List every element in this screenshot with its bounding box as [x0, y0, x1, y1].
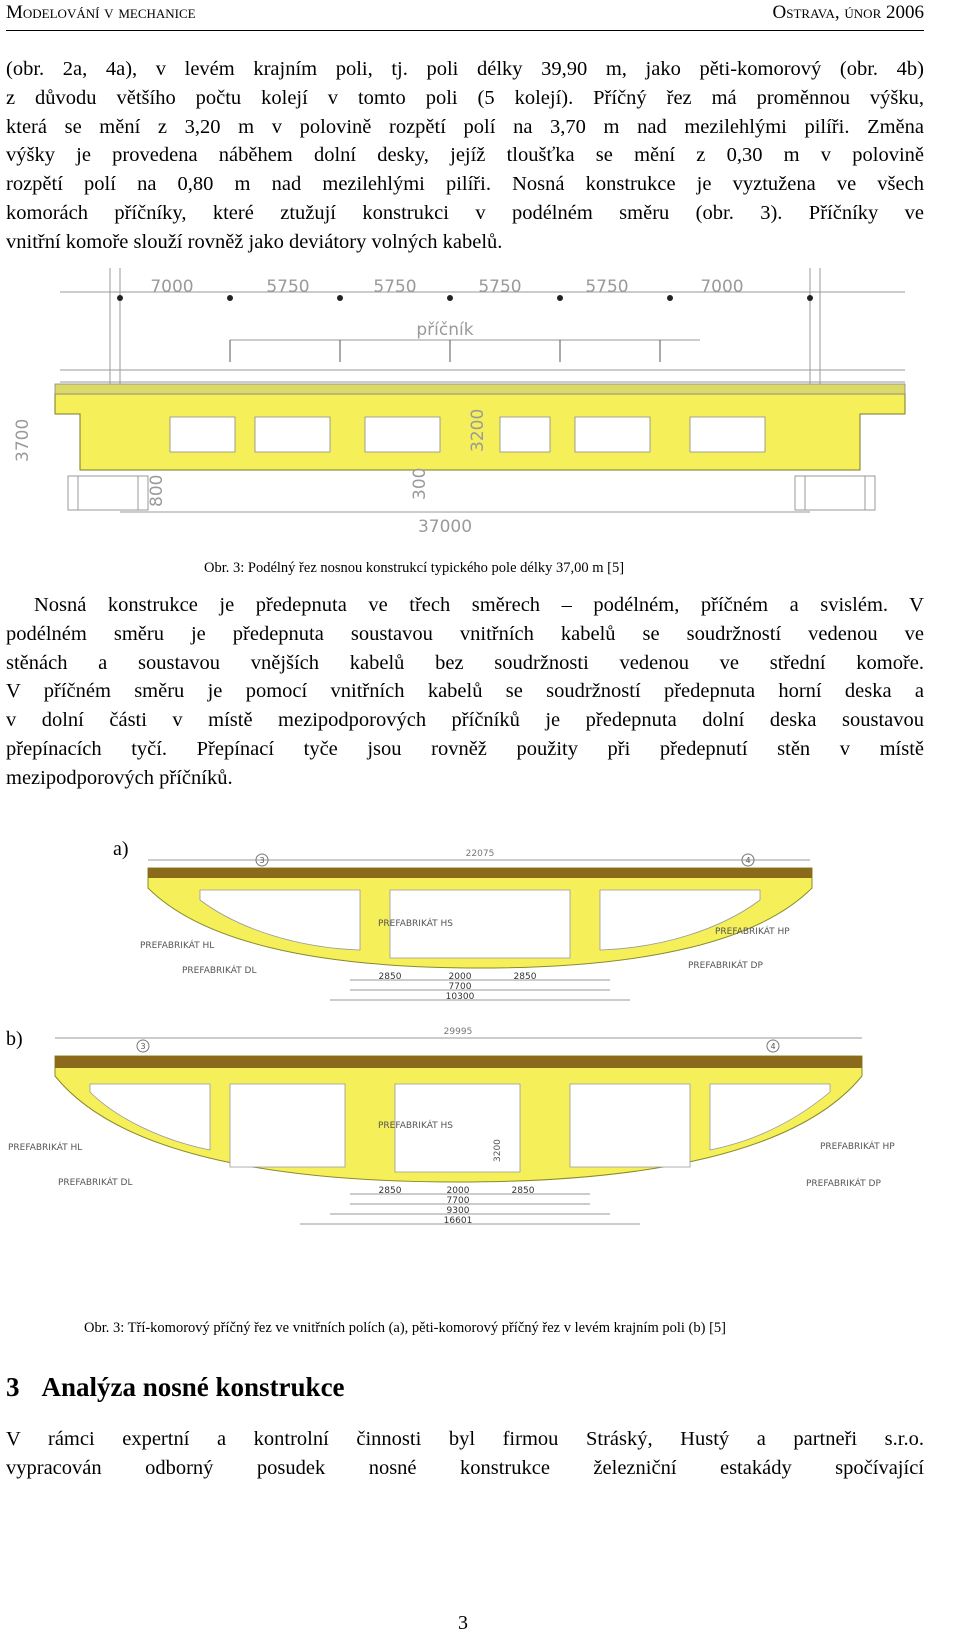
prefab-hs-b: PREFABRIKÁT HS [378, 1121, 453, 1131]
paragraph-2 [6, 591, 924, 793]
track-4-b: 4 [770, 1042, 776, 1051]
prefab-hp-b: PREFABRIKÁT HP [820, 1142, 895, 1152]
text-line: vypracován odborný posudek nosné konstrukce železniční estakády spočívající [6, 1456, 924, 1479]
dim-10300-a: 10300 [445, 992, 475, 1002]
text-line: komorách příčníky, které ztužují konstrukci v podélném směru (obr. 3). Příčníky ve [6, 201, 924, 224]
dim-span-2: 5750 [266, 277, 310, 297]
figure-label-a: a) [113, 838, 129, 860]
figure-caption-1: Obr. 3: Podélný řez nosnou konstrukcí typického pole délky 37,00 m [5] [204, 560, 625, 576]
prefab-hp-a: PREFABRIKÁT HP [715, 927, 790, 937]
dim-2000-a: 2000 [448, 972, 472, 982]
dim-300: 300 [410, 467, 430, 500]
dim-span-1: 7000 [150, 277, 194, 297]
track-3-a: 3 [259, 856, 265, 865]
dim-total: 37000 [417, 517, 473, 537]
dim-2000-b: 2000 [446, 1186, 470, 1196]
dim-span-6: 7000 [700, 277, 744, 297]
header-conference: Modelování v mechanice [6, 2, 196, 23]
prefab-hl-b: PREFABRIKÁT HL [8, 1143, 83, 1153]
label-pricnik: příčník [416, 320, 474, 340]
figure-caption-2: Obr. 3: Tří-komorový příčný řez ve vnitřních polích (a), pěti-komorový příčný řez v levém krajním poli (b) [5] [84, 1320, 726, 1336]
dim-span-3: 5750 [373, 277, 417, 297]
paragraph-1 [6, 55, 924, 257]
track-4-a: 4 [745, 856, 751, 865]
longitudinal-section-drawing [0, 262, 960, 562]
track-3-b: 3 [140, 1042, 146, 1051]
dim-span-4: 5750 [478, 277, 522, 297]
text-line: z důvodu většího počtu kolejí v tomto poli (5 kolejí). Příčný řez má proměnnou výšku, [6, 86, 924, 109]
dim-2850-left-a: 2850 [378, 972, 402, 982]
text-line: přepínacích tyčí. Přepínací tyče jsou rovněž použity při předepnutí stěn v místě [6, 737, 924, 760]
dim-7700-b: 7700 [446, 1196, 470, 1206]
dim-16601-b: 16601 [443, 1216, 473, 1226]
paragraph-3 [6, 1425, 924, 1483]
text-line: (obr. 2a, 4a), v levém krajním poli, tj. poli délky 39,90 m, jako pěti-komorový (obr. 4b) [6, 58, 924, 80]
text-line: mezipodporových příčníků. [6, 766, 233, 789]
text-line: rozpětí polí na 0,80 m nad mezilehlými pilíři. Nosná konstrukce je vyztužena ve všech [6, 173, 924, 196]
dim-7700-a: 7700 [448, 982, 472, 992]
dim-2850-right-a: 2850 [513, 972, 537, 982]
prefab-hs-a: PREFABRIKÁT HS [378, 919, 453, 929]
header-place-date: Ostrava, únor 2006 [772, 2, 924, 23]
text-line: Nosná konstrukce je předepnuta ve třech směrech – podélném, příčném a svislém. V [34, 594, 924, 616]
dim-height-b: 3200 [493, 1139, 503, 1162]
text-line: vnitřní komoře slouží rovněž jako deviátory volných kabelů. [6, 230, 503, 253]
text-line: výšky je provedena náběhem dolní desky, jejíž tloušťka se mění z 0,30 m v polovině [6, 144, 924, 167]
section-title: Analýza nosné konstrukce [41, 1372, 345, 1402]
dim-9300-b: 9300 [446, 1206, 470, 1216]
text-line: která se mění z 3,20 m v polovině rozpětí polí na 3,70 m nad mezilehlými pilíři. Změna [6, 115, 924, 138]
dim-width-b: 29995 [443, 1027, 473, 1037]
dim-2850-right-b: 2850 [511, 1186, 535, 1196]
running-header [6, 2, 924, 31]
prefab-dl-a: PREFABRIKÁT DL [182, 966, 257, 976]
prefab-dp-a: PREFABRIKÁT DP [688, 961, 763, 971]
dim-span-5: 5750 [585, 277, 629, 297]
section-heading [6, 1372, 345, 1403]
prefab-hl-a: PREFABRIKÁT HL [140, 941, 215, 951]
section-number: 3 [6, 1372, 20, 1402]
text-line: V rámci expertní a kontrolní činnosti byl firmou Stráský, Hustý a partneři s.r.o. [6, 1428, 924, 1450]
prefab-dp-b: PREFABRIKÁT DP [806, 1179, 881, 1189]
dim-width-a: 22075 [465, 849, 495, 859]
figure-label-b: b) [6, 1028, 23, 1050]
dim-2850-left-b: 2850 [378, 1186, 402, 1196]
dim-height: 3700 [13, 418, 33, 462]
text-line: V příčném směru je pomocí vnitřních kabelů se soudržností předepnuta horní deska a [6, 680, 924, 703]
text-line: stěnách a soustavou vnějších kabelů bez soudržnosti vedenou ve střední komoře. [6, 651, 924, 674]
dim-800: 800 [147, 474, 167, 507]
cross-section-b-drawing [0, 1022, 960, 1247]
text-line: v dolní části v místě mezipodporových příčníků je předepnuta dolní deska soustavou [6, 709, 924, 732]
dim-3200: 3200 [468, 408, 488, 452]
text-line: podélném směru je předepnuta soustavou vnitřních kabelů se soudržností vedenou ve [6, 622, 924, 645]
prefab-dl-b: PREFABRIKÁT DL [58, 1178, 133, 1188]
page-number: 3 [458, 1612, 468, 1634]
